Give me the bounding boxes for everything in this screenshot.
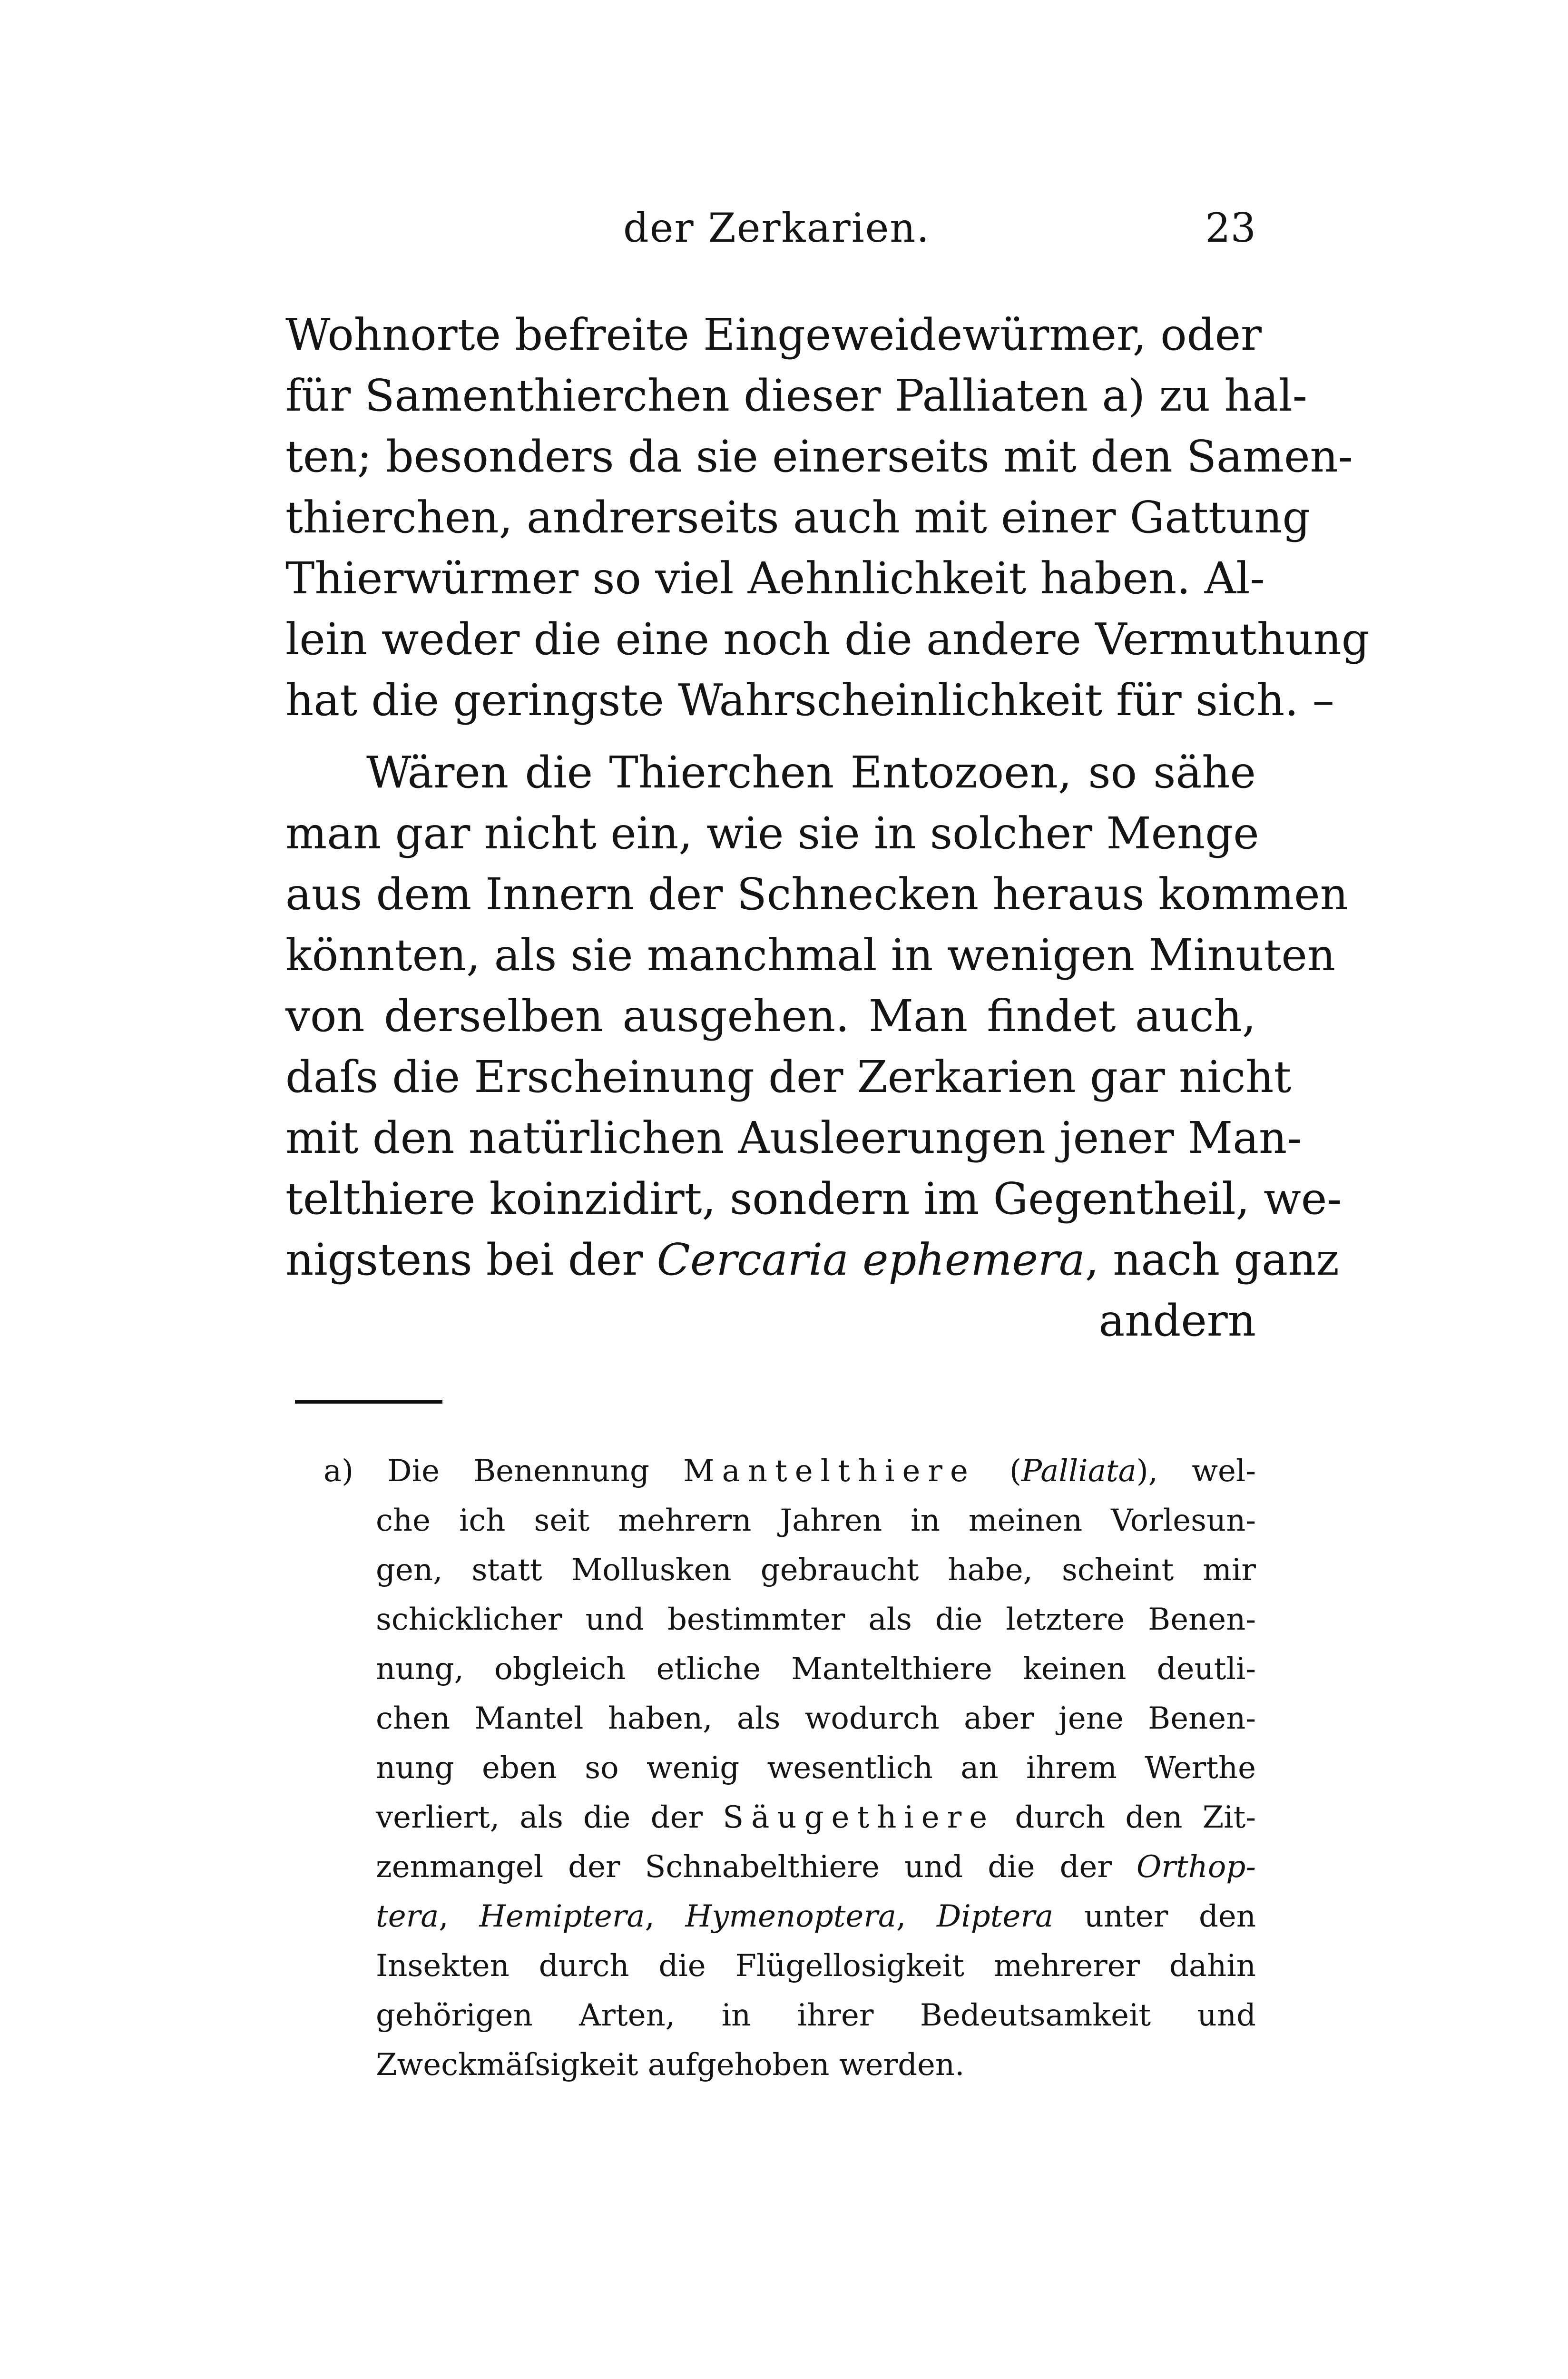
text-line xyxy=(285,1229,1339,1290)
text-line: von derselben ausgehen. Man findet auch, xyxy=(285,991,1256,1042)
page-number: 23 xyxy=(1205,205,1256,251)
text-segment: nigstens bei der xyxy=(285,1234,657,1285)
text-line: Wohnorte befreite Eingeweidewürmer, oder xyxy=(285,309,1262,360)
text-line: telthiere koinzidirt, sondern im Gegentheil, we- xyxy=(285,1173,1342,1224)
text-line: könnten, als sie manchmal in wenigen Minuten xyxy=(285,930,1336,981)
text-line: Thierwürmer so viel Aehnlichkeit haben. Al- xyxy=(285,553,1265,604)
text-segment: unter den xyxy=(1053,1899,1256,1934)
footnote-line xyxy=(323,1892,1256,1941)
main-text xyxy=(285,305,1370,1351)
text-segment: , nach ganz xyxy=(1085,1234,1339,1285)
text-line: man gar nicht ein, wie sie in solcher Menge xyxy=(285,808,1259,859)
latin-term: Hemiptera xyxy=(479,1899,645,1934)
footnote-line xyxy=(323,1793,1256,1842)
text-segment: , xyxy=(439,1899,480,1934)
species-name: Cercaria ephemera xyxy=(657,1234,1085,1285)
text-line: mit den natürlichen Ausleerungen jener Man- xyxy=(285,1112,1302,1163)
text-segment: durch den Zit- xyxy=(995,1800,1256,1835)
latin-term: Diptera xyxy=(937,1899,1054,1934)
footnote-line: Insekten durch die Flügellosigkeit mehrerer dahin xyxy=(376,1948,1256,1984)
text-segment: verliert, als die der xyxy=(376,1800,723,1835)
paragraph-start-line: Wären die Thierchen Entozoen, so sähe xyxy=(366,747,1256,798)
text-segment: ), wel- xyxy=(1136,1454,1256,1489)
text-line: für Samenthierchen dieser Palliaten a) zu hal- xyxy=(285,370,1307,421)
text-line: aus dem Innern der Schnecken heraus kommen xyxy=(285,869,1348,920)
latin-term: tera xyxy=(376,1899,439,1934)
footnote-line xyxy=(323,1842,1256,1892)
spaced-term: Mantelthiere xyxy=(683,1454,976,1489)
catchword: andern xyxy=(1098,1295,1256,1346)
footnote-line: chen Mantel haben, als wodurch aber jene Benen- xyxy=(376,1701,1256,1736)
footnote-line: schicklicher und bestimmter als die letztere Benen- xyxy=(376,1602,1256,1637)
footnote-line: gen, statt Mollusken gebraucht habe, scheint mir xyxy=(376,1553,1256,1588)
text-segment: , xyxy=(896,1899,937,1934)
text-segment: a) Die Benennung xyxy=(323,1454,684,1489)
footnote-line: nung, obgleich etliche Mantelthiere keinen deutli- xyxy=(376,1652,1256,1687)
latin-term: Palliata xyxy=(1021,1454,1137,1489)
footnote-line: che ich seit mehrern Jahren in meinen Vorlesun- xyxy=(376,1503,1256,1538)
running-head: der Zerkarien. xyxy=(623,205,931,251)
text-line: daſs die Erscheinung der Zerkarien gar nicht xyxy=(285,1052,1292,1102)
footnote-line: Zweckmäſsigkeit aufgehoben werden. xyxy=(376,2047,965,2083)
text-segment: ( xyxy=(975,1454,1021,1489)
text-segment: , xyxy=(645,1899,686,1934)
text-line: hat die geringste Wahrscheinlichkeit für sich. – xyxy=(285,675,1334,726)
footnote xyxy=(323,1446,1256,2090)
text-line: lein weder die eine noch die andere Vermuthung xyxy=(285,614,1370,665)
page-header xyxy=(285,205,1256,262)
footnote-line: gehörigen Arten, in ihrer Bedeutsamkeit und xyxy=(376,1998,1256,2033)
latin-term: Orthop- xyxy=(1136,1849,1256,1885)
text-line: thierchen, andrerseits auch mit einer Gattung xyxy=(285,492,1311,543)
footnote-rule xyxy=(295,1400,442,1404)
footnote-line xyxy=(323,1446,1256,1496)
latin-term: Hymenoptera xyxy=(685,1899,897,1934)
text-segment: zenmangel der Schnabelthiere und die der xyxy=(376,1849,1137,1885)
spaced-term: Säugethiere xyxy=(723,1800,995,1835)
footnote-line: nung eben so wenig wesentlich an ihrem Werthe xyxy=(376,1750,1256,1786)
text-line: ten; besonders da sie einerseits mit den Samen- xyxy=(285,431,1353,482)
